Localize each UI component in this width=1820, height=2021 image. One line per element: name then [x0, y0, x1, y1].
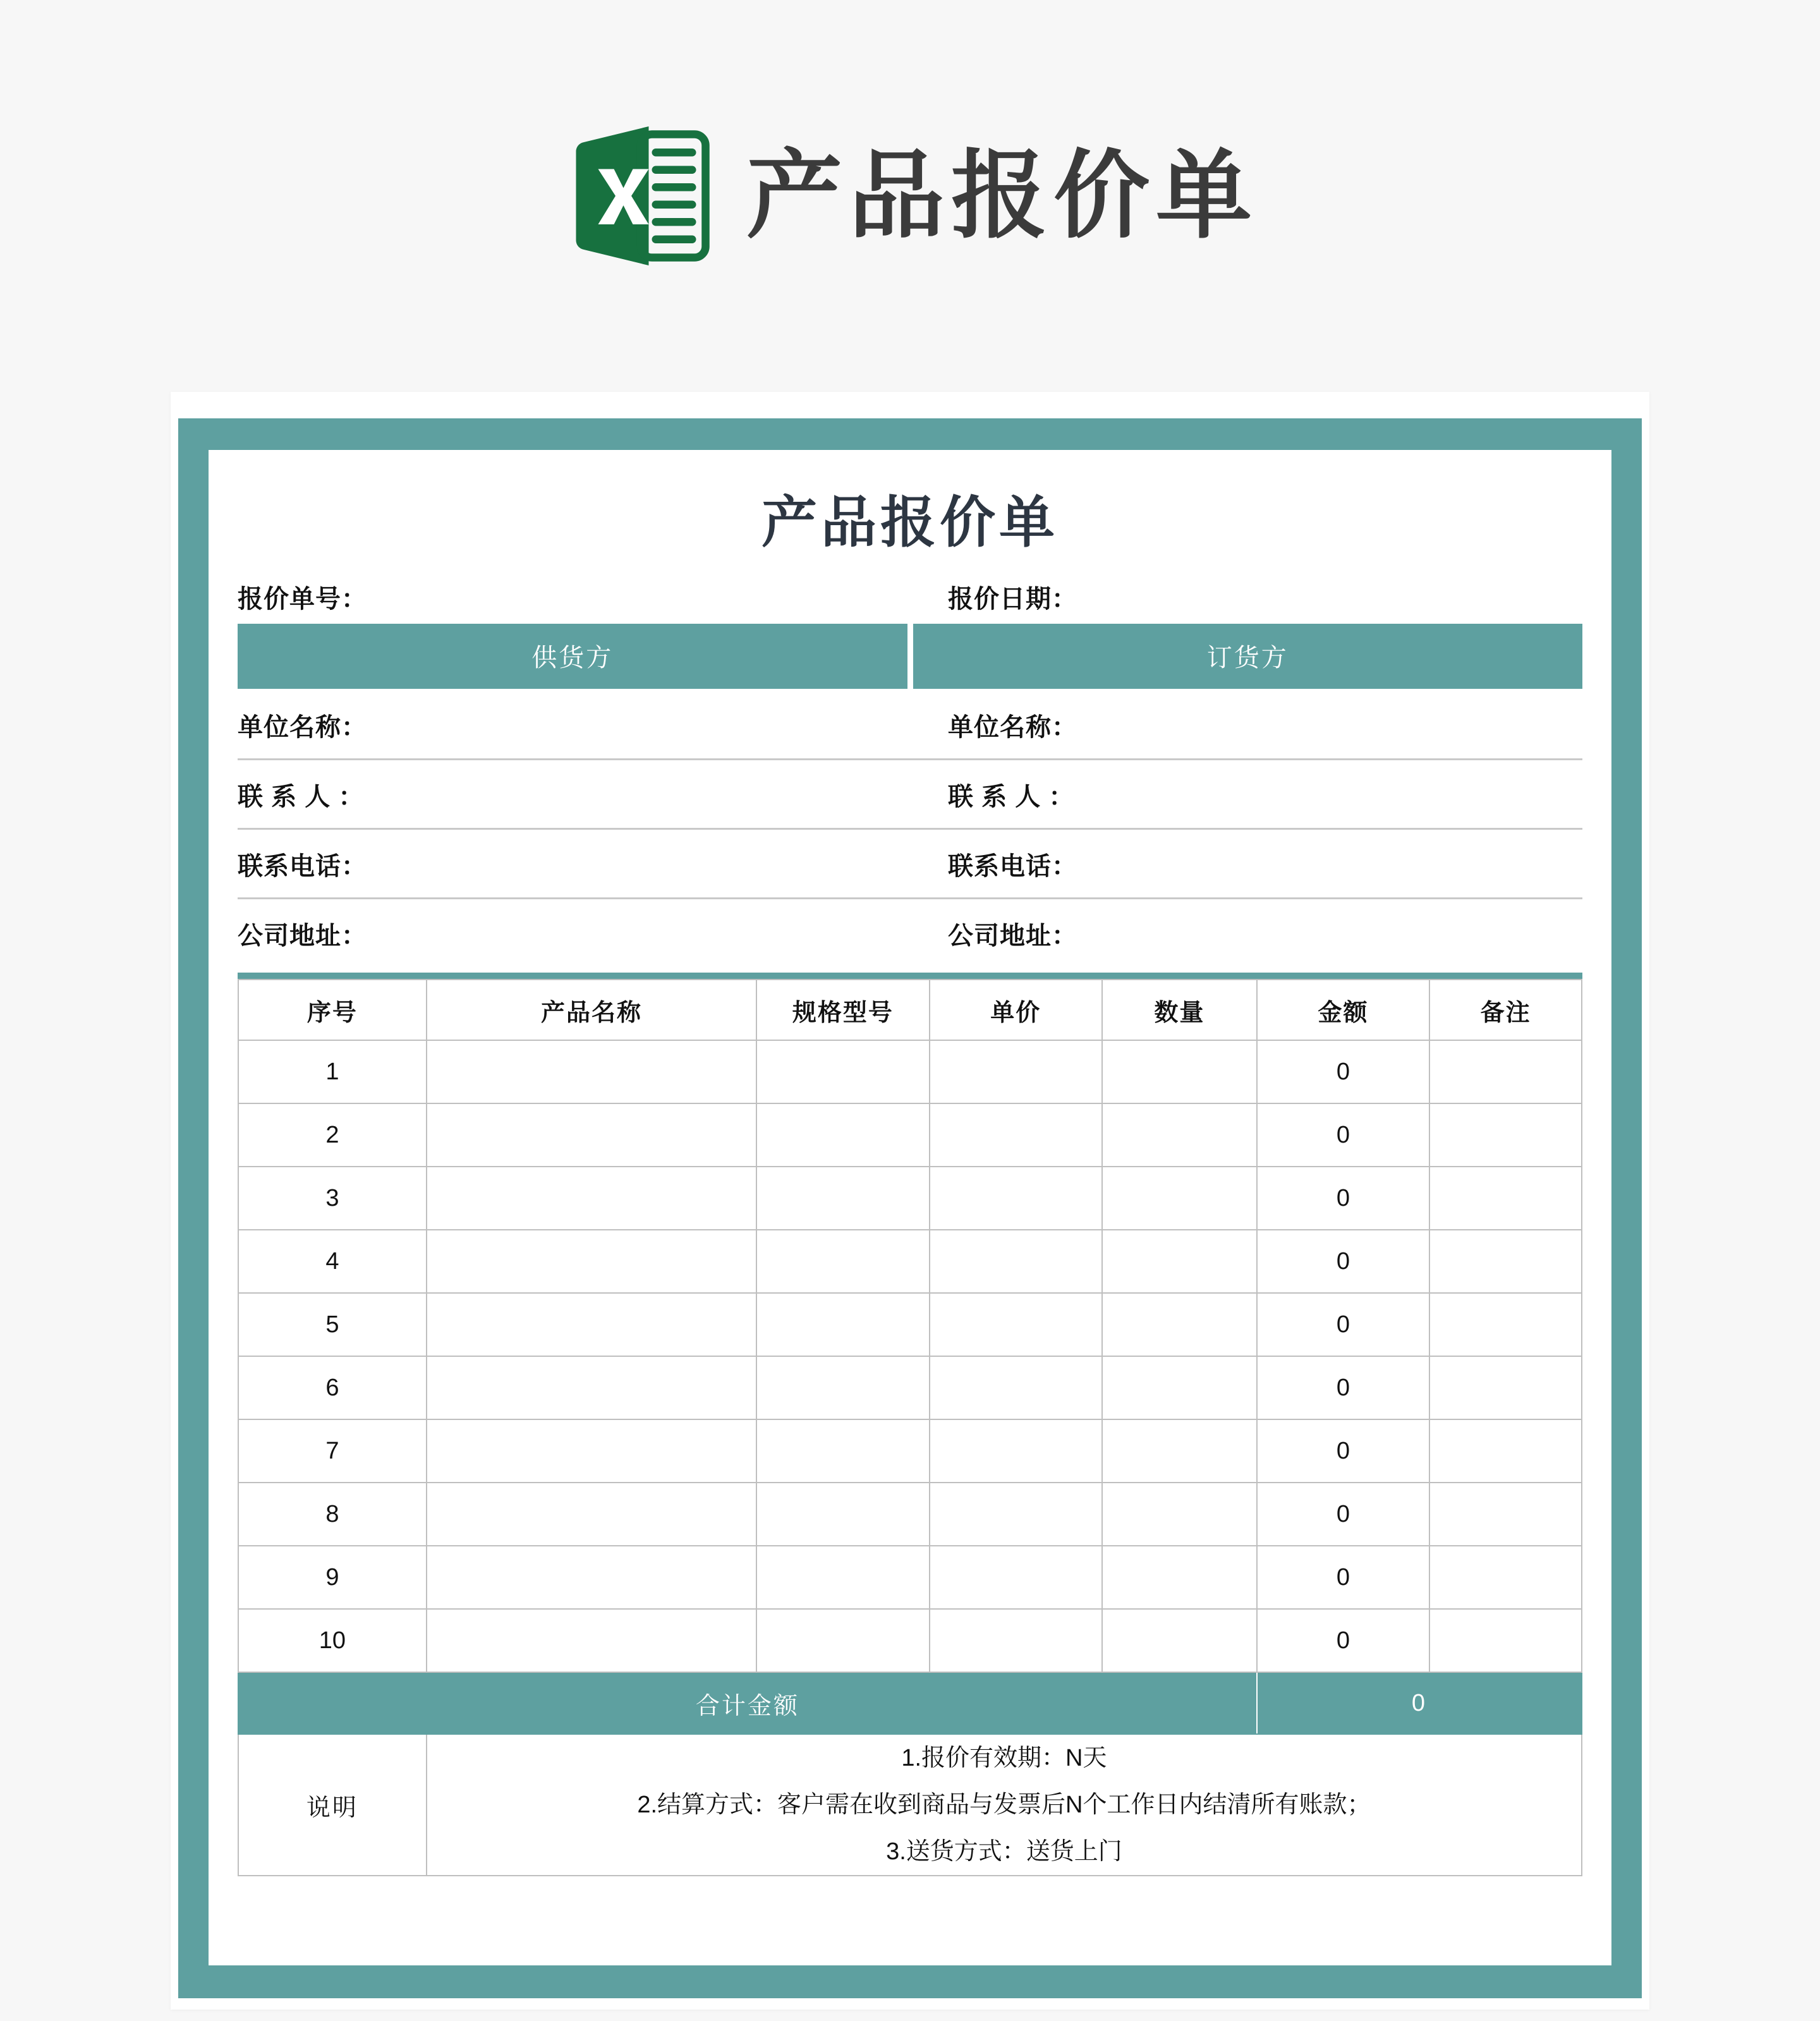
buyer-header: 订货方 [913, 624, 1583, 689]
cell-note[interactable] [1429, 1040, 1582, 1103]
cell-price[interactable] [930, 1103, 1102, 1167]
cell-amount: 0 [1257, 1609, 1429, 1672]
banner-title: 产品报价单 [746, 142, 1258, 250]
cell-qty[interactable] [1102, 1609, 1257, 1672]
buyer-phone-label: 联系电话： [948, 853, 1077, 880]
cell-price[interactable] [930, 1040, 1102, 1103]
quote-no-label: 报价单号： [238, 585, 367, 613]
cell-note[interactable] [1429, 1167, 1582, 1230]
cell-spec[interactable] [756, 1040, 929, 1103]
col-header-note: 备注 [1429, 980, 1582, 1040]
party-row-address [238, 899, 1582, 967]
cell-index: 2 [238, 1103, 427, 1167]
table-row[interactable] [238, 1609, 1582, 1672]
party-row-phone [238, 830, 1582, 899]
cell-qty[interactable] [1102, 1167, 1257, 1230]
cell-price[interactable] [930, 1546, 1102, 1609]
cell-index: 10 [238, 1609, 427, 1672]
party-row-unit-name [238, 691, 1582, 760]
cell-spec[interactable] [756, 1293, 929, 1356]
cell-index: 8 [238, 1483, 427, 1546]
cell-product[interactable] [427, 1483, 756, 1546]
col-header-price: 单价 [930, 980, 1102, 1040]
table-row[interactable] [238, 1103, 1582, 1167]
cell-price[interactable] [930, 1167, 1102, 1230]
cell-amount: 0 [1257, 1483, 1429, 1546]
cell-spec[interactable] [756, 1483, 929, 1546]
table-row[interactable] [238, 1483, 1582, 1546]
cell-spec[interactable] [756, 1356, 929, 1419]
total-value: 0 [1257, 1672, 1582, 1734]
table-row[interactable] [238, 1293, 1582, 1356]
cell-product[interactable] [427, 1103, 756, 1167]
col-header-index: 序号 [238, 980, 427, 1040]
cell-price[interactable] [930, 1609, 1102, 1672]
total-row [238, 1672, 1582, 1734]
cell-index: 9 [238, 1546, 427, 1609]
cell-index: 6 [238, 1356, 427, 1419]
cell-amount: 0 [1257, 1293, 1429, 1356]
cell-note[interactable] [1429, 1609, 1582, 1672]
section-divider [238, 973, 1582, 979]
buyer-unit-name-label: 单位名称： [948, 713, 1077, 741]
cell-price[interactable] [930, 1419, 1102, 1483]
cell-note[interactable] [1429, 1103, 1582, 1167]
cell-index: 3 [238, 1167, 427, 1230]
supplier-unit-name-label: 单位名称： [238, 713, 367, 741]
cell-amount: 0 [1257, 1167, 1429, 1230]
col-header-qty: 数量 [1102, 980, 1257, 1040]
cell-amount: 0 [1257, 1419, 1429, 1483]
table-row[interactable] [238, 1230, 1582, 1293]
cell-amount: 0 [1257, 1103, 1429, 1167]
document-page [209, 450, 1611, 1965]
quote-meta-row [238, 579, 1582, 624]
table-row[interactable] [238, 1040, 1582, 1103]
party-headers [238, 624, 1582, 689]
cell-spec[interactable] [756, 1230, 929, 1293]
cell-product[interactable] [427, 1293, 756, 1356]
cell-index: 4 [238, 1230, 427, 1293]
items-table-header-row [238, 980, 1582, 1040]
cell-price[interactable] [930, 1230, 1102, 1293]
col-header-spec: 规格型号 [756, 980, 929, 1040]
notes-body [427, 1734, 1582, 1876]
cell-spec[interactable] [756, 1609, 929, 1672]
cell-note[interactable] [1429, 1356, 1582, 1419]
table-row[interactable] [238, 1546, 1582, 1609]
banner-inner [562, 116, 1258, 276]
cell-qty[interactable] [1102, 1293, 1257, 1356]
cell-note[interactable] [1429, 1546, 1582, 1609]
cell-product[interactable] [427, 1546, 756, 1609]
col-header-product: 产品名称 [427, 980, 756, 1040]
cell-qty[interactable] [1102, 1419, 1257, 1483]
cell-index: 5 [238, 1293, 427, 1356]
cell-product[interactable] [427, 1230, 756, 1293]
party-row-contact [238, 760, 1582, 830]
cell-product[interactable] [427, 1356, 756, 1419]
quotation-sheet [171, 392, 1649, 2010]
cell-product[interactable] [427, 1167, 756, 1230]
cell-price[interactable] [930, 1293, 1102, 1356]
table-row[interactable] [238, 1419, 1582, 1483]
cell-index: 7 [238, 1419, 427, 1483]
note-line-1: 1.报价有效期：N天 [901, 1745, 1107, 1771]
col-header-amount: 金额 [1257, 980, 1429, 1040]
cell-spec[interactable] [756, 1103, 929, 1167]
note-line-3: 3.送货方式：送货上门 [886, 1838, 1122, 1866]
page-banner [0, 0, 1820, 392]
cell-qty[interactable] [1102, 1103, 1257, 1167]
excel-file-icon [562, 116, 720, 276]
buyer-contact-label: 联 系 人 ： [948, 783, 1075, 811]
note-line-2: 2.结算方式：客户需在收到商品与发票后N个工作日内结清所有账款； [637, 1792, 1371, 1819]
supplier-address-label: 公司地址： [238, 922, 367, 950]
cell-spec[interactable] [756, 1546, 929, 1609]
notes-label: 说明 [238, 1734, 427, 1876]
cell-note[interactable] [1429, 1230, 1582, 1293]
cell-amount: 0 [1257, 1356, 1429, 1419]
teal-frame [178, 418, 1642, 1998]
supplier-header: 供货方 [238, 624, 907, 689]
supplier-contact-label: 联 系 人 ： [238, 783, 365, 811]
cell-qty[interactable] [1102, 1483, 1257, 1546]
cell-index: 1 [238, 1040, 427, 1103]
cell-spec[interactable] [756, 1419, 929, 1483]
cell-note[interactable] [1429, 1483, 1582, 1546]
cell-price[interactable] [930, 1483, 1102, 1546]
cell-amount: 0 [1257, 1230, 1429, 1293]
table-row[interactable] [238, 1167, 1582, 1230]
cell-qty[interactable] [1102, 1230, 1257, 1293]
items-table [238, 979, 1582, 1876]
cell-qty[interactable] [1102, 1040, 1257, 1103]
cell-note[interactable] [1429, 1419, 1582, 1483]
cell-qty[interactable] [1102, 1356, 1257, 1419]
cell-product[interactable] [427, 1419, 756, 1483]
cell-note[interactable] [1429, 1293, 1582, 1356]
cell-product[interactable] [427, 1040, 756, 1103]
supplier-phone-label: 联系电话： [238, 853, 367, 880]
total-label: 合计金额 [238, 1672, 1257, 1734]
cell-amount: 0 [1257, 1546, 1429, 1609]
cell-amount: 0 [1257, 1040, 1429, 1103]
cell-qty[interactable] [1102, 1546, 1257, 1609]
buyer-address-label: 公司地址： [948, 922, 1077, 950]
page-title: 产品报价单 [761, 491, 1059, 554]
notes-row [238, 1734, 1582, 1876]
cell-spec[interactable] [756, 1167, 929, 1230]
cell-price[interactable] [930, 1356, 1102, 1419]
table-row[interactable] [238, 1356, 1582, 1419]
quote-date-label: 报价日期： [948, 585, 1077, 613]
cell-product[interactable] [427, 1609, 756, 1672]
